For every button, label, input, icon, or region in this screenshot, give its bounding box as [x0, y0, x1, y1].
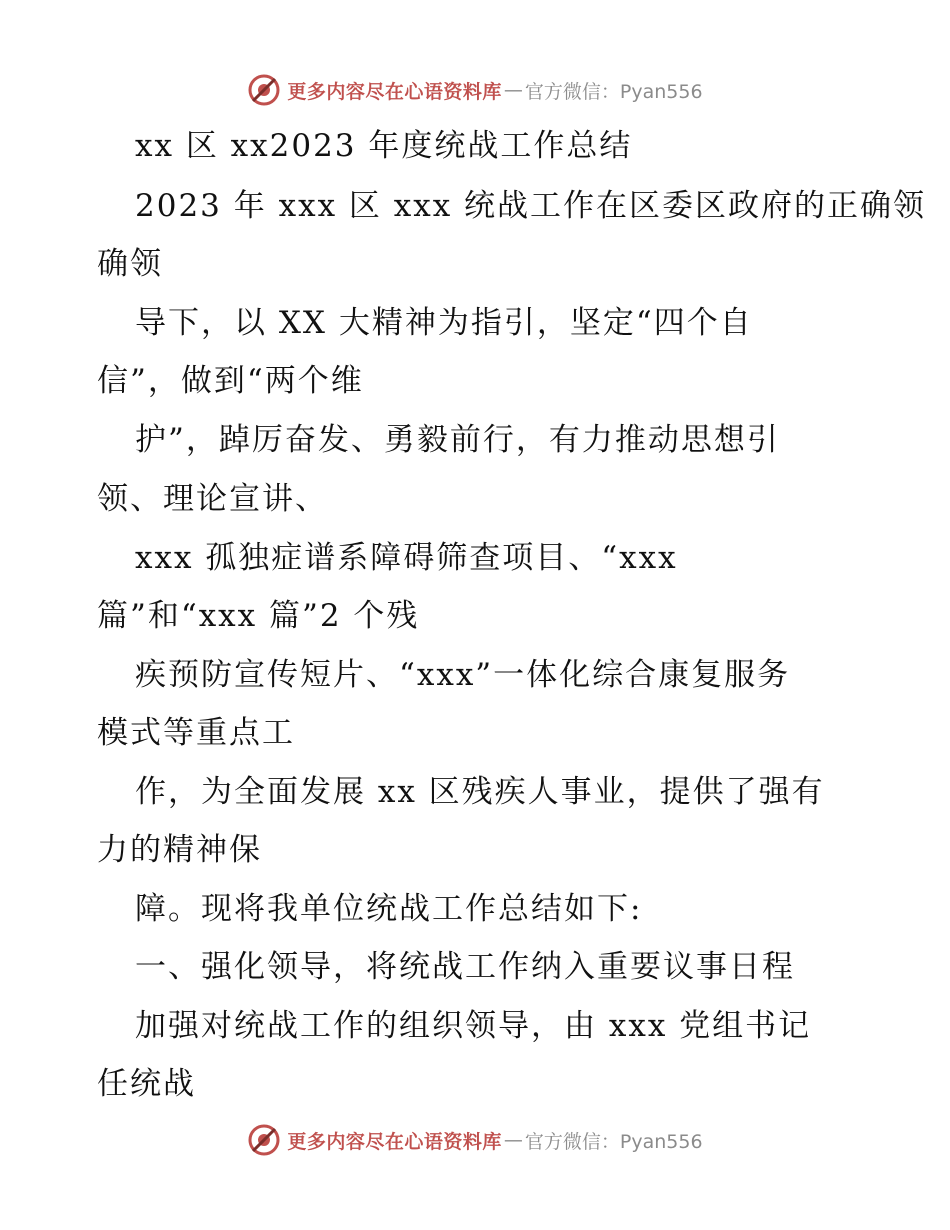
watermark-brand: 更多内容尽在心语资料库: [287, 80, 502, 103]
paragraph-line: 篇”和“xxx 篇”2 个残: [97, 598, 420, 634]
document-title: xx 区 xx2023 年度统战工作总结: [135, 128, 633, 164]
paragraph-line: 力的精神保: [97, 832, 262, 868]
header-watermark: [0, 70, 950, 110]
paragraph-line: 导下，以 XX 大精神为指引，坚定“四个自: [135, 305, 753, 341]
footer-watermark: [0, 1120, 950, 1160]
paragraph-line: 作，为全面发展 xx 区残疾人事业，提供了强有: [135, 774, 825, 810]
quill-seal-icon: [247, 73, 281, 107]
paragraph-line: 任统战: [97, 1066, 196, 1102]
paragraph-line: 模式等重点工: [97, 715, 295, 751]
paragraph-line: 加强对统战工作的组织领导，由 xxx 党组书记: [135, 1008, 812, 1044]
paragraph-line: 信”，做到“两个维: [97, 363, 364, 399]
watermark-suffix: 官方微信：Pyan556: [524, 80, 703, 103]
watermark-brand: 更多内容尽在心语资料库: [287, 1130, 502, 1153]
paragraph-line: 障。现将我单位统战工作总结如下:: [135, 891, 643, 927]
watermark-dash: —: [503, 79, 523, 101]
section-heading: 一、强化领导，将统战工作纳入重要议事日程: [135, 949, 795, 985]
quill-seal-icon: [247, 1123, 281, 1157]
paragraph-line: 疾预防宣传短片、“xxx”一体化综合康复服务: [135, 657, 791, 693]
paragraph-line: 护”，踔厉奋发、勇毅前行，有力推动思想引: [135, 422, 780, 458]
watermark-suffix: 官方微信：Pyan556: [524, 1130, 703, 1153]
paragraph-line: 确领: [97, 246, 163, 282]
paragraph-line: 领、理论宣讲、: [97, 481, 328, 517]
paragraph-line: xxx 孤独症谱系障碍筛查项目、“xxx: [135, 540, 678, 576]
watermark-dash: —: [503, 1129, 523, 1151]
paragraph-line: 2023 年 xxx 区 xxx 统战工作在区委区政府的正确领: [135, 188, 927, 224]
